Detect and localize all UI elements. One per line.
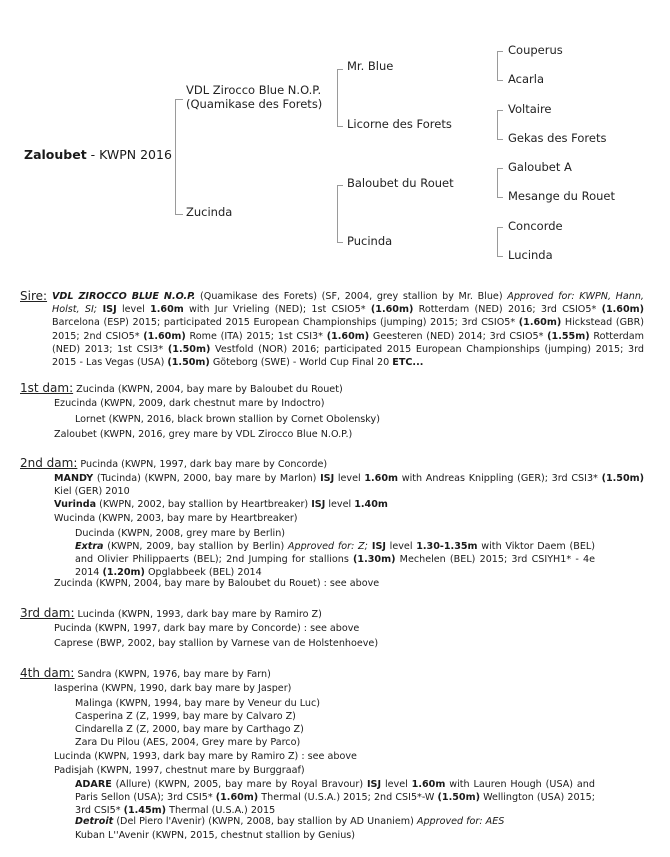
- pedigree-sire: [186, 83, 322, 111]
- sire-text: Rotterdam (NED) 2013; 1st CSI3*: [52, 330, 644, 355]
- first-dam-label: 1st dam:: [20, 381, 74, 395]
- pedigree-sds: Voltaire: [508, 102, 552, 116]
- sire-height: (1.50m): [167, 343, 211, 355]
- connector-gen1-bottom: [175, 214, 183, 215]
- vurinda-text: level: [325, 499, 355, 510]
- third-dam-offspring: Caprese (BWP, 2002, bay stallion by Varnese van de Holstenhoeve): [54, 638, 379, 649]
- connector-gen3-1-bottom: [497, 80, 503, 81]
- pedigree-sire-alias: (Quamikase des Forets): [186, 97, 323, 111]
- fourth-dam-text: Sandra (KWPN, 1976, bay mare by Farn): [74, 669, 271, 680]
- adare-text: with Lauren Hough (USA) and Paris Sellon (USA); 3rd CSI5*: [75, 779, 595, 803]
- third-dam-offspring: Pucinda (KWPN, 1997, dark bay mare by Concorde) : see above: [54, 623, 360, 634]
- offspring-cindarella: Cindarella Z (Z, 2000, bay mare by Carthago Z): [75, 724, 304, 735]
- third-dam-text: Lucinda (KWPN, 1993, dark bay mare by Ramiro Z): [74, 609, 322, 620]
- fourth-dam-header: [20, 666, 271, 682]
- sire-height: 1.60m: [150, 304, 184, 316]
- adare-text: level: [381, 779, 412, 790]
- connector-gen2-sire: [337, 69, 338, 127]
- sire-text: Barcelona (ESP) 2015; participated 2015 European Championships (jumping) 2015; 3rd CSIO5*: [52, 317, 519, 329]
- extra-text: Opglabbeek (BEL) 2014: [144, 567, 262, 578]
- adare-text: (Allure) (KWPN, 2005, bay mare by Royal Bravour): [111, 779, 367, 790]
- adare-isj: ISJ: [366, 779, 382, 790]
- connector-gen1-top: [175, 99, 183, 100]
- sire-text: Rome (ITA) 2015; 1st CSI3*: [185, 330, 327, 342]
- first-dam-text: Zucinda (KWPN, 2004, bay mare by Baloubet du Rouet): [73, 384, 343, 395]
- third-dam-header: [20, 606, 322, 622]
- sire-text: Geesteren (NED) 2014; 3rd CSIO5*: [369, 330, 548, 342]
- sire-height: (1.50m): [167, 357, 210, 369]
- connector-gen3-3-bottom: [497, 197, 503, 198]
- adare-height: 1.60m: [411, 779, 446, 790]
- pedigree-ddd: Lucinda: [508, 248, 553, 262]
- sire-height: (1.55m): [547, 330, 590, 342]
- pedigree-sdd: Gekas des Forets: [508, 131, 607, 145]
- adare-height: (1.45m): [123, 805, 167, 816]
- offspring-mandy: [54, 472, 644, 498]
- detroit-name: Detroit: [75, 816, 114, 827]
- sire-text: with Jur Vrieling (NED); 1st CSIO5*: [183, 304, 371, 316]
- offspring-zara: Zara Du Pilou (AES, 2004, Grey mare by Parco): [75, 737, 301, 748]
- first-dam-offspring: Zaloubet (KWPN, 2016, grey mare by VDL Zirocco Blue N.O.P.): [54, 429, 353, 440]
- mandy-isj: ISJ: [320, 473, 335, 484]
- fourth-dam-label: 4th dam:: [20, 666, 75, 680]
- extra-height: 1.30-1.35m: [416, 541, 478, 552]
- sire-text: (Quamikase des Forets) (SF, 2004, grey stallion by Mr. Blue): [195, 291, 508, 302]
- sire-label: Sire:: [20, 289, 48, 303]
- offspring-kuban: Kuban L''Avenir (KWPN, 2015, chestnut stallion by Genius): [75, 830, 356, 841]
- offspring-iasperina: Iasperina (KWPN, 1990, dark bay mare by Jasper): [54, 683, 292, 694]
- sire-height: (1.60m): [326, 330, 370, 342]
- mandy-height: (1.50m): [601, 473, 644, 484]
- extra-text: with Viktor Daem (BEL) and Olivier Philippaerts (BEL); 2nd Jumping for stallions: [75, 541, 595, 565]
- pedigree-dss: Galoubet A: [508, 160, 572, 174]
- pedigree-dds: Concorde: [508, 219, 563, 233]
- connector-gen3-4-top: [497, 227, 503, 228]
- connector-gen3-3-top: [497, 168, 503, 169]
- second-dam-text: Pucinda (KWPN, 1997, dark bay mare by Concorde): [77, 459, 328, 470]
- adare-height: (1.60m): [215, 792, 259, 803]
- connector-gen3-1-top: [497, 51, 503, 52]
- pedigree-dsd: Mesange du Rouet: [508, 189, 615, 203]
- adare-name: ADARE: [75, 779, 112, 790]
- offspring-adare: [75, 778, 595, 817]
- connector-gen2-sire-bottom: [337, 126, 343, 127]
- offspring-detroit: [75, 815, 504, 828]
- subject-horse: [24, 147, 172, 162]
- vurinda-isj: ISJ: [311, 499, 326, 510]
- extra-isj: ISJ: [367, 541, 386, 552]
- pedigree-sire-dam: Licorne des Forets: [347, 117, 452, 131]
- sire-height: (1.60m): [518, 317, 562, 329]
- offspring-vurinda: [54, 498, 388, 511]
- mandy-text: level: [334, 473, 365, 484]
- extra-text: (KWPN, 2009, bay stallion by Berlin): [103, 541, 288, 552]
- extra-text: Mechelen (BEL) 2015; 3rd CSIYH1* - 4e 2014: [75, 554, 595, 578]
- third-dam-label: 3rd dam:: [20, 606, 75, 620]
- sire-height: (1.60m): [143, 330, 186, 342]
- mandy-text: Kiel (GER) 2010: [54, 486, 130, 497]
- sire-description: [52, 290, 644, 369]
- second-dam-header: [20, 456, 327, 472]
- pedigree-sire-sire: Mr. Blue: [347, 59, 394, 73]
- offspring-ducinda: Ducinda (KWPN, 2008, grey mare by Berlin): [75, 528, 286, 539]
- connector-gen2-sire-top: [337, 69, 343, 70]
- pedigree-ssd: Acarla: [508, 72, 545, 86]
- sire-etc: ETC...: [392, 357, 424, 369]
- offspring-zucinda: Zucinda (KWPN, 2004, bay mare by Baloubet du Rouet) : see above: [54, 578, 380, 589]
- sire-text: Hickstead (GBR) 2015; 2nd CSIO5*: [52, 317, 644, 342]
- connector-gen2-dam: [337, 185, 338, 243]
- offspring-malinga: Malinga (KWPN, 1994, bay mare by Veneur du Luc): [75, 698, 321, 709]
- connector-gen3-4-bottom: [497, 256, 503, 257]
- pedigree-dam: Zucinda: [186, 205, 233, 219]
- vurinda-text: (KWPN, 2002, bay stallion by Heartbreaker): [96, 499, 312, 510]
- detroit-approved: Approved for: AES: [416, 816, 505, 827]
- adare-text: Thermal (U.S.A.) 2015: [166, 805, 276, 816]
- vurinda-height: 1.40m: [354, 499, 388, 510]
- connector-gen1: [175, 99, 176, 215]
- first-dam-offspring: Ezucinda (KWPN, 2009, dark chestnut mare by Indoctro): [54, 398, 325, 409]
- vurinda-name: Vurinda: [54, 499, 97, 510]
- mandy-text: (Tucinda) (KWPN, 2000, bay mare by Marlon): [93, 473, 321, 484]
- extra-height: (1.30m): [353, 554, 396, 565]
- detroit-text: (Del Piero l'Avenir) (KWPN, 2008, bay stallion by AD Unaniem): [113, 816, 417, 827]
- first-dam-grand-offspring: Lornet (KWPN, 2016, black brown stallion by Cornet Obolensky): [75, 414, 380, 425]
- sire-text: Rotterdam (NED) 2016; 3rd CSIO5*: [413, 304, 602, 316]
- pedigree-dam-dam: Pucinda: [347, 234, 393, 248]
- connector-gen2-dam-top: [337, 185, 343, 186]
- extra-name: Extra: [75, 541, 104, 552]
- first-dam-header: [20, 381, 343, 397]
- pedigree-sss: Couperus: [508, 43, 563, 57]
- sire-name: VDL ZIROCCO BLUE N.O.P.: [52, 291, 196, 302]
- adare-text: Thermal (U.S.A.) 2015; 2nd CSI5*-W: [258, 792, 438, 803]
- sire-approved: Approved for: KWPN, Hann, Holst, SI;: [52, 291, 644, 316]
- offspring-lucinda: Lucinda (KWPN, 1993, dark bay mare by Ramiro Z) : see above: [54, 751, 357, 762]
- connector-gen3-2-top: [497, 110, 503, 111]
- connector-gen3-1: [497, 51, 498, 80]
- connector-gen3-4: [497, 227, 498, 256]
- offspring-extra: [75, 540, 595, 579]
- adare-height: (1.50m): [437, 792, 480, 803]
- second-dam-label: 2nd dam:: [20, 456, 78, 470]
- sire-text: Vestfold (NOR) 2016; participated 2015 European Championships (jumping) 2015; 3rd 2015 - Las Vegas (USA): [52, 343, 645, 369]
- connector-gen3-3: [497, 168, 498, 197]
- subject-suffix: - KWPN 2016: [86, 147, 172, 162]
- mandy-name: MANDY: [54, 473, 94, 484]
- sire-isj: ISJ: [97, 304, 117, 316]
- pedigree-dam-sire: Baloubet du Rouet: [347, 176, 454, 190]
- subject-name: Zaloubet: [24, 147, 87, 162]
- sire-text: level: [116, 304, 151, 316]
- adare-text: Wellington (USA) 2015; 3rd CSI5*: [75, 792, 596, 816]
- extra-height: (1.20m): [102, 567, 145, 578]
- mandy-text: with Andreas Knippling (GER); 3rd CSI3*: [398, 473, 602, 484]
- sire-text: Göteborg (SWE) - World Cup Final 20: [209, 357, 393, 369]
- offspring-padisjah: Padisjah (KWPN, 1997, chestnut mare by Burggraaf): [54, 765, 305, 776]
- offspring-casperina: Casperina Z (Z, 1999, bay mare by Calvaro Z): [75, 711, 296, 722]
- connector-gen2-dam-bottom: [337, 242, 343, 243]
- extra-approved: Approved for: Z;: [287, 541, 368, 552]
- sire-height: (1.60m): [601, 304, 644, 316]
- connector-gen3-2: [497, 110, 498, 139]
- mandy-height: 1.60m: [364, 473, 399, 484]
- offspring-wucinda: Wucinda (KWPN, 2003, bay mare by Heartbreaker): [54, 513, 298, 524]
- extra-text: level: [385, 541, 417, 552]
- pedigree-sire-name: VDL Zirocco Blue N.O.P.: [186, 83, 322, 97]
- connector-gen3-2-bottom: [497, 139, 503, 140]
- sire-height: (1.60m): [370, 304, 414, 316]
